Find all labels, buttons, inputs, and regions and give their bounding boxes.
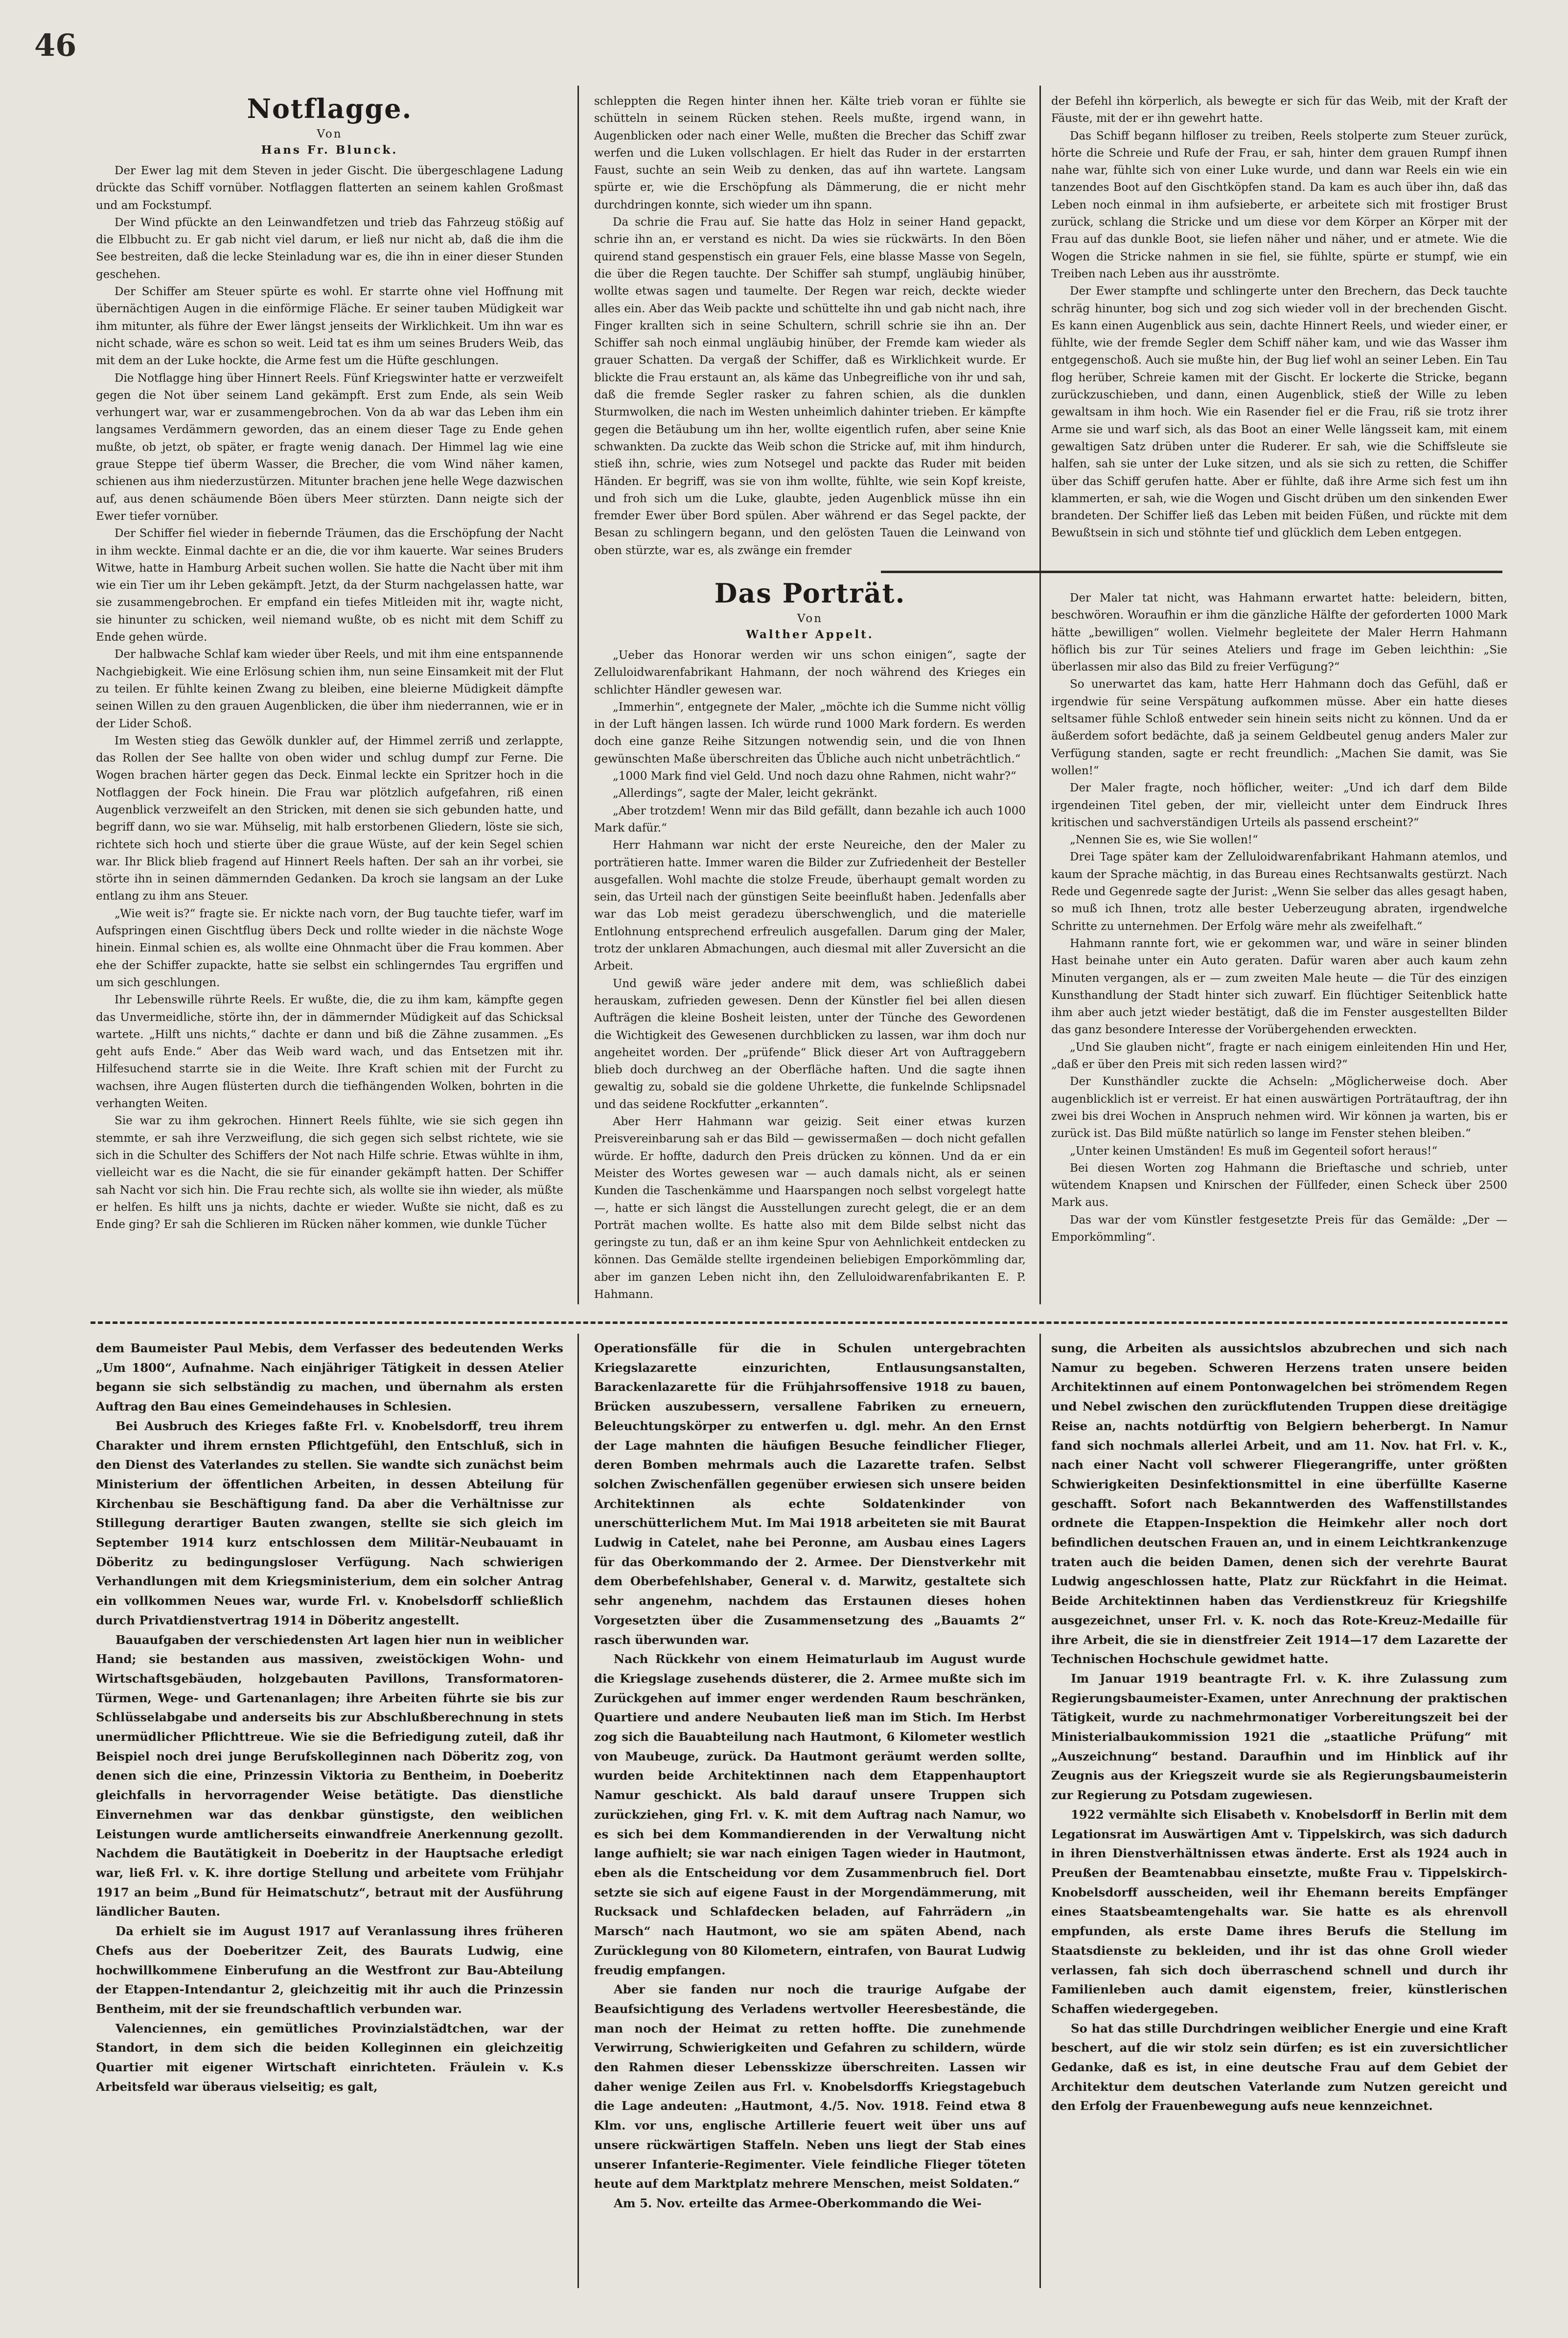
- story-portraet-column-3: [1051, 590, 1507, 1246]
- byline-author: Hans Fr. Blunck.: [261, 143, 398, 157]
- paragraph: So hat das stille Durchdringen weiblicher Energie und eine Kraft beschert, auf die wir stolz sein dürfen; es ist ein zuversichtlicher Gedanke, daß es ist, in eine deutsche Frau auf dem Gebiet der Architektur dem deutschen Vaterlande zum Nutzen gereicht und den Erfolg der Frauenbewegung aufs neue kennzeichnet.: [1051, 2021, 1507, 2113]
- paragraph: „Unter keinen Umständen! Es muß im Gegenteil sofort heraus!“: [1070, 1144, 1438, 1157]
- paragraph: Der Wind pfückte an den Leinwandfetzen und trieb das Fahrzeug stößig auf die Elbbucht zu. Er gab nicht viel darum, er ließ nur nicht ab, daß die ihm die See bestreiten, daß die lecke Steinladung war es, die ihn in einer dieser Stunden geschehen.: [96, 216, 563, 281]
- paragraph: Das war der vom Künstler festgesetzte Preis für das Gemälde: „Der — Emporkömmling“.: [1051, 1213, 1507, 1244]
- paragraph: Ihr Lebenswille rührte Reels. Er wußte, die, die zu ihm kam, kämpfte gegen das Unvermeidliche, störte ihn, der in dämmernder Müdigkeit auf das Schicksal wartete. „Hilft uns nichts,“ dachte er dann und biß die Zähne zusammen. „Es geht aufs Ende.“ Aber das Weib ward wach, und das Entsetzen mit ihr. Hilfesuchend starrte sie in die Weite. Ihre Kraft schien mit der Furcht zu wachsen, ihre Augen flüsterten durch die tiefhängenden Wolken, bohrten in die verhangten Weiten.: [96, 994, 563, 1111]
- paragraph: Operationsfälle für die in Schulen untergebrachten Kriegslazarette einzurichten, Entlausungsanstalten, Barackenlazarette für die Frühjahrsoffensive 1918 zu bauen, Brücken auszubessern, versallene Fabriken zu erneuern, Beleuchtungskörper zu entwerfen u. dgl. mehr. An den Ernst der Lage mahnten die häufigen Besuche feindlicher Flieger, deren Bomben mehrmals auch die Lazarette trafen. Selbst solchen Zwischenfällen gegenüber erwiesen sich unsere beiden Architektinnen als echte Soldatenkinder von unerschütterlichem Mut. Im Mai 1918 arbeiteten sie mit Baurat Ludwig in Catelet, nahe bei Peronne, am Ausbau eines Lagers für das Oberkommando der 2. Armee. Der Dienstverkehr mit dem Oberbefehlshaber, General v. d. Marwitz, gestaltete sich sehr angenehm, nachdem das Erstaunen dieses hohen Vorgesetzten über die Zusammensetzung des „Bauamts 2“ rasch überwunden war.: [594, 1341, 1026, 1647]
- paragraph: dem Baumeister Paul Mebis, dem Verfasser des bedeutenden Werks „Um 1800“, Aufnahme. Nach einjähriger Tätigkeit in dessen Atelier begann sie sich selbständig zu machen, und übernahm als ersten Auftrag den Bau eines Gemeindehauses in Schlesien.: [96, 1341, 563, 1414]
- paragraph: „1000 Mark find viel Geld. Und noch dazu ohne Rahmen, nicht wahr?“: [613, 770, 1016, 783]
- paragraph: sung, die Arbeiten als aussichtslos abzubrechen und sich nach Namur zu begeben. Schweren Herzens traten unsere beiden Architektinnen auf einem Pontonwagelchen bei strömendem Regen und Nebel zwischen den zurückflutenden Truppen diese dreitägige Reise an, nachts notdürftig von Belgiern beherbergt. In Namur fand sich nochmals allerlei Arbeit, und am 11. Nov. hat Frl. v. K., nach einer Nacht voll schwerer Fliegerangriffe, unter größten Schwierigkeiten Desinfektionsmittel in eine überfüllte Kaserne geschafft. Sofort nach Bekanntwerden des Waffenstillstandes ordnete die Etappen-Inspektion die Heimkehr aller noch dort befindlichen deutschen Frauen an, und in einem Leichtkrankenzuge traten auch die beiden Damen, denen sich der verehrte Baurat Ludwig angeschlossen hatte, Platz zur Rückfahrt in die Heimat. Beide Architektinnen haben das Verdienstkreuz für Kriegshilfe ausgezeichnet, unser Frl. v. K. noch das Rote-Kreuz-Medaille für ihre Arbeit, die sie in dienstfreier Zeit 1914—17 dem Lazarette der Technischen Hochschule gewidmet hatte.: [1051, 1341, 1507, 1667]
- biography-column-2: [594, 1339, 1026, 2213]
- byline-author: Walther Appelt.: [746, 628, 874, 641]
- paragraph: Der Ewer lag mit dem Steven in jeder Gischt. Die übergeschlagene Ladung drückte das Schiff vornüber. Notflaggen flatterten an seinem kahlen Großmast und am Fockstumpf.: [96, 164, 563, 212]
- paragraph: 1922 vermählte sich Elisabeth v. Knobelsdorff in Berlin mit dem Legationsrat im Auswärtigen Amt v. Tippelskirch, was sich dadurch in ihren Dienstverhältnissen etwas änderte. Erst als 1924 auch in Preußen der Beamtenabbau einsetzte, mußte Frau v. Tippelskirch-Knobelsdorff ausscheiden, weil ihr Ehemann bereits Empfänger eines Staatsbeamtengehalts war. Sie hatte es als ehrenvoll empfunden, als erste Dame ihres Berufs die Stellung im Staatsdienste zu bekleiden, und ihr ist das ohne Groll wieder verlassen, fah sich doch überraschend schnell und durch ihr Familienleben auch damit eigenstem, freier, künstlerischen Schaffen wiedergegeben.: [1051, 1807, 1507, 2016]
- story-notflagge-column-2: [594, 93, 1026, 559]
- paragraph: Drei Tage später kam der Zelluloidwarenfabrikant Hahmann atemlos, und kaum der Sprache mächtig, in das Bureau eines Rechtsanwalts gestürzt. Nach Rede und Gegenrede sagte der Jurist: „Wenn Sie selber das alles gesagt haben, so muß ich Ihnen, trotz alle bester Ueberzeugung abraten, irgendwelche Schritte zu unternehmen. Der Erfolg wäre mehr als zweifelhaft.“: [1051, 851, 1507, 933]
- paragraph: „Ueber das Honorar werden wir uns schon einigen“, sagte der Zelluloidwarenfabrikant Hahmann, der noch während des Krieges ein schlichter Händler gewesen war.: [594, 649, 1026, 696]
- paragraph: Das Schiff begann hilfloser zu treiben, Reels stolperte zum Steuer zurück, hörte die Schreie und Rufe der Frau, er sah, hinter dem grauen Rumpf ihnen nahe war, fühlte sich von einer Luke wurde, und dann war Reels ein wie ein tanzendes Boot auf den Gischtköpfen stand. Da kam es auch über ihn, daß das Leben noch einmal in ihm aufsieberte, er arbeitete sich mit frostiger Brust zurück, schlang die Stricke und um diese vor dem Körper an Körper mit der Frau auf das dunkle Boot, sie liefen näher und näher, und er atmete. Wie die Wogen die Stricke nahmen in sie fiel, sie fühlte, spürte er stumpf, wie ein Treiben nach Leben aus ihr ausströmte.: [1051, 129, 1507, 280]
- paragraph: der Befehl ihn körperlich, als bewegte er sich für das Weib, mit der Kraft der Fäuste, mit der er ihn gewehrt hatte.: [1051, 95, 1507, 125]
- paragraph: schleppten die Regen hinter ihnen her. Kälte trieb voran er fühlte sie schütteln in seinem Rücken stehen. Reels mußte, irgend wann, in Augenblicken oder nach einer Welle, mußten die Brecher das Schiff zwar werfen und die Luken vollschlagen. Er hielt das Ruder in der erstarrten Faust, suchte an sein Weib zu denken, das auf ihn wartete. Langsam spürte er, wie die Erschöpfung als Dämmerung, die er nicht mehr durchdringen konnte, sich wieder um ihn spann.: [594, 95, 1026, 211]
- paragraph: Der Kunsthändler zuckte die Achseln: „Möglicherweise doch. Aber augenblicklich ist er verreist. Er hat einen auswärtigen Porträtauftrag, der ihn zwei bis drei Wochen in Anspruch nehmen wird. Wir können ja warten, bis er zurück ist. Das Bild müßte natürlich so lange im Fenster stehen bleiben.“: [1051, 1075, 1507, 1140]
- paragraph: Der halbwache Schlaf kam wieder über Reels, und mit ihm eine entspannende Nachgiebigkeit. Wie eine Erlösung schien ihm, nun seine Einsamkeit mit der Flut zu teilen. Er fühlte keinen Zwang zu bleiben, eine bleierne Müdigkeit dämpfte seinen Willen zu den grauen Augenblicken, die über ihm niederrannen, wie er in der Lider Schoß.: [96, 648, 563, 730]
- paragraph: Der Maler tat nicht, was Hahmann erwartet hatte: beleidern, bitten, beschwören. Woraufhin er ihm die gänzliche Hälfte der geforderten 1000 Mark hätte „bewilligen“ wollen. Vielmehr begleitete der Maler Herrn Hahmann höflich bis zur Tür seines Ateliers und frage im Geben leichthin: „Sie überlassen mir also das Bild zu freier Verfügung?“: [1051, 592, 1507, 674]
- paragraph: „Wie weit is?“ fragte sie. Er nickte nach vorn, der Bug tauchte tiefer, warf im Aufspringen einen Gischtflug übers Deck und rollte wieder in die nächste Woge hinein. Einmal schien es, als wollte eine Ohnmacht über die Frau kommen. Aber ehe der Schiffer zupackte, hatte sie selbst ein schlingerndes Tau ergriffen und um sich geschlungen.: [96, 907, 563, 989]
- paragraph: Am 5. Nov. erteilte das Armee-Oberkommando die Wei-: [614, 2196, 982, 2210]
- paragraph: „Nennen Sie es, wie Sie wollen!“: [1070, 833, 1258, 847]
- byline-von: Von: [317, 128, 343, 140]
- paragraph: Und gewiß wäre jeder andere mit dem, was schließlich dabei herauskam, zufrieden gewesen. Denn der Künstler fiel bei allen diesen Aufträgen die kleine Bosheit leisten, unter der Tünche des Gewordenen die Wichtigkeit des Gewesenen durchblicken zu lassen, war ihm doch nur angeheitet worden. Der „prüfende“ Blick dieser Art von Auftraggebern blieb doch durchweg an der Oberfläche haften. Und die sagte ihnen gewaltig zu, sobald sie die goldene Uhrkette, die funkelnde Schlipsnadel und das seidene Rockfutter „erkannten“.: [594, 977, 1026, 1111]
- column-rule-lower-right: [1039, 1334, 1041, 2288]
- story-title: Das Porträt.: [714, 578, 906, 609]
- paragraph: Aber Herr Hahmann war geizig. Seit einer etwas kurzen Preisvereinbarung sah er das Bild — gewissermaßen — doch nicht gefallen würde. Er hoffte, dadurch den Preis drücken zu können. Und da er ein Meister des Wortes gewesen war — auch damals nicht, als er seinen Kunden die Taschenkämme und Haarspangen noch selbst vorgelegt hatte —, hatte er sich längst die Ausstellungen zurecht gelegt, die er an dem Porträt machen wollte. Es hatte also mit dem Bilde selbst nicht das geringste zu tun, daß er an ihm keine Spur von Aehnlichkeit entdecken zu können. Das Gemälde stellte irgendeinen beliebigen Emporkömmling dar, aber im ganzen Leben nicht ihn, den Zelluloidwarenfabrikanten E. P. Hahmann.: [594, 1115, 1026, 1301]
- story-portraet-column-2: [594, 578, 1026, 1303]
- biography-column-3: [1051, 1339, 1507, 2116]
- biography-column-1: [96, 1339, 563, 2096]
- page-number: 46: [34, 27, 77, 63]
- paragraph: Im Westen stieg das Gewölk dunkler auf, der Himmel zerriß und zerlappte, das Rollen der See hallte von oben wider und schlug dumpf zur Ferne. Die Wogen brachen härter gegen das Deck. Einmal leckte ein Spritzer hoch in die Notflaggen der Fock hinein. Die Frau war plötzlich aufgefahren, riß einen Augenblick verzweifelt an den Stricken, mit denen sie sich gebunden hatte, und begriff dann, wo sie war. Mühselig, mit halb erstorbenen Gliedern, löste sie sich, richtete sich hoch und stierte über die graue Wüste, auf der kein Segel schien war. Ihr Blick blieb fragend auf Hinnert Reels haften. Der sah an ihr vorbei, sie störte ihn in seinen dämmernden Gedanken. Da kroch sie langsam an der Luke entlang zu ihm ans Steuer.: [96, 734, 563, 903]
- paragraph: So unerwartet das kam, hatte Herr Hahmann doch das Gefühl, daß er irgendwie für seine Verspätung aufkommen müsse. Aber ein hatte dieses seltsamer fühle Schloß entweder sein hinein seits nicht zu können. Und da er äußerdem sofort bedächte, daß ja seinem Geldbeutel genug anders Maler zur Verfügung standen, sagte er recht freundlich: „Machen Sie damit, was Sie wollen!“: [1051, 678, 1507, 777]
- paragraph: Bei Ausbruch des Krieges faßte Frl. v. Knobelsdorff, treu ihrem Charakter und ihrem ernsten Pflichtgefühl, den Entschluß, sich in den Dienst des Vaterlandes zu stellen. Sie wandte sich zunächst beim Ministerium der öffentlichen Arbeiten, in dessen Abteilung für Kirchenbau sie Beschäftigung fand. Da aber die Verhältnisse zur Stillegung derartiger Bauten zwangen, stellte sie sich gleich im September 1914 kurz entschlossen dem Militär-Neubauamt in Döberitz zu bedingungsloser Verfügung. Nach schwierigen Verhandlungen mit dem Kriegsministerium, dem ein solcher Antrag ein vollkommen Neues war, wurde Frl. v. Knobelsdorff schließlich durch Privatdienstvertrag 1914 in Döberitz angestellt.: [96, 1418, 563, 1627]
- story-notflagge-column-3: [1051, 93, 1507, 542]
- paragraph: Herr Hahmann war nicht der erste Neureiche, den der Maler zu porträtieren hatte. Immer waren die Bilder zur Zufriedenheit der Besteller ausgefallen. Wohl machte die stolze Freude, überhaupt gemalt worden zu sein, das Urteil nach der günstigen Seite beeinflußt haben. Jedenfalls aber war das Lob meist geradezu überschwenglich, und die materielle Entlohnung entsprechend erfreulich ausgefallen. Darum ging der Maler, trotz der unklaren Abmachungen, auch diesmal mit aller Zuversicht an die Arbeit.: [594, 839, 1026, 973]
- paragraph: Die Notflagge hing über Hinnert Reels. Fünf Kriegswinter hatte er verzweifelt gegen die Not über seinem Land gekämpft. Erst zum Ende, als sein Weib verhungert war, war er zusammengebrochen. Von da ab war das Leben ihm ein langsames Verdämmern geworden, das an einem dieser Tage zu Ende gehen mußte, ob jetzt, ob später, er fragte wenig danach. Der Himmel lag wie eine graue Steppe tief überm Wasser, die Brecher, die vom Wind näher kamen, schienen aus ihm niederzustürzen. Mitunter brachen jene helle Wege dazwischen auf, aus denen schäumende Böen übers Meer stürzten. Dann neigte sich der Ewer tiefer vornüber.: [96, 371, 563, 523]
- paragraph: „Und Sie glauben nicht“, fragte er nach einigem einleitenden Hin und Her, „daß er über den Preis mit sich reden lassen wird?“: [1051, 1041, 1507, 1071]
- paragraph: Hahmann rannte fort, wie er gekommen war, und wäre in seiner blinden Hast beinahe unter ein Auto geraten. Dafür waren aber auch kaum zehn Minuten vergangen, als er — zum zweiten Male heute — die Tür des einzigen Kunsthandlung der Stadt hinter sich zuwarf. Ein flüchtiger Seitenblick hatte ihm aber auch jetzt wieder bestätigt, daß die im Fenster ausgestellten Bilder das ganz besondere Interesse der Vorübergehenden erweckten.: [1051, 937, 1507, 1037]
- paragraph: Da schrie die Frau auf. Sie hatte das Holz in seiner Hand gepackt, schrie ihn an, er verstand es nicht. Da wies sie rückwärts. In den Böen quirend stand gespenstisch ein grauer Fels, eine blasse Masse von Segeln, die über die Regen tauchte. Der Schiffer sah stumpf, ungläubig hinüber, wollte etwas sagen und taumelte. Der Regen war reich, deckte wieder alles ein. Aber das Weib packte und schüttelte ihn und gab nicht nach, ihre Finger krallten sich in seine Schultern, schrill schrie sie ihn an. Der Schiffer sah noch einmal ungläubig hinüber, der Fremde kam wieder als grauer Schatten. Da vergaß der Schiffer, daß es Wirklichkeit wurde. Er blickte die Frau erstaunt an, als käme das Unbegreifliche von ihr und sah, daß die fremde Segler rasker zu fahren schien, als die dunklen Sturmwolken, die nach im Westen unheimlich dahinter trieben. Er kämpfte gegen die Betäubung um ihn her, wollte eigentlich rufen, aber seine Knie schwankten. Da zuckte das Weib schon die Stricke auf, mit ihm hindurch, stieß ihn, schrie, wies zum Notsegel und packte das Ruder mit beiden Händen. Er begriff, was sie von ihm wollte, fühlte, wie sein Kopf kreiste, und froh sich um die Luke, glaubte, jeden Augenblick müsse ihn ein fremder Ewer über Bord spülen. Aber während er das Segel packte, der Besan zu schlingern begann, und den gelösten Tauen die Leinwand von oben stürzte, war es, als zwänge ein fremder: [594, 216, 1026, 557]
- section-separator: [91, 1321, 1507, 1324]
- paragraph: Da erhielt sie im August 1917 auf Veranlassung ihres früheren Chefs aus der Doeberitzer Zeit, des Baurats Ludwig, eine hochwillkommene Einberufung an die Westfront zur Bau-Abteilung der Etappen-Intendantur 2, gleichzeitig mit ihr auch die Prinzessin Bentheim, mit der sie freundschaftlich verbunden war.: [96, 1924, 563, 2016]
- paragraph: „Allerdings“, sagte der Maler, leicht gekränkt.: [613, 787, 877, 800]
- paragraph: Der Schiffer am Steuer spürte es wohl. Er starrte ohne viel Hoffnung mit übernächtigen Augen in die einförmige Fläche. Er seiner tauben Müdigkeit war ihm mitunter, als führe der Ewer längst jenseits der Wirklichkeit. Um ihn war es nicht schade, wäre es schon so weit. Leid tat es ihm um seines Bruders Weib, das mit dem an der Luke hockte, die Arme fest um die Hüfte geschlungen.: [96, 285, 563, 368]
- paragraph: Der Maler fragte, noch höflicher, weiter: „Und ich darf dem Bilde irgendeinen Titel geben, der mir, vielleicht unter dem Eindruck Ihres kritischen und sachverständigen Urteils als passend erscheint?“: [1051, 782, 1507, 829]
- paragraph: Bauaufgaben der verschiedensten Art lagen hier nun in weiblicher Hand; sie bestanden aus massiven, zweistöckigen Wohn- und Wirtschaftsgebäuden, holzgebauten Pavillons, Transformatoren-Türmen, Wege- und Gartenanlagen; ihre Arbeiten führte sie bis zur Schlüsselabgabe und anderseits bis zur Abschlußberechnung in stets unermüdlicher Pflichttreue. Wie sie die Befriedigung zuteil, daß ihr Beispiel noch drei junge Berufskolleginnen nach Döberitz zog, von denen sich die eine, Prinzessin Viktoria zu Bentheim, in Doeberitz gleichfalls in hervorragender Weise betätigte. Das dienstliche Einvernehmen war das denkbar günstigste, den weiblichen Leistungen wurde amtlicherseits einwandfreie Anerkennung gezollt. Nachdem die Bautätigkeit in Doeberitz in der Hauptsache erledigt war, ließ Frl. v. K. ihre dortige Stellung und arbeitete vom Frühjahr 1917 an beim „Bund für Heimatschutz“, betraut mit der Ausführung ländlicher Bauten.: [96, 1632, 563, 1919]
- story-title: Notflagge.: [247, 93, 413, 124]
- paragraph: Valenciennes, ein gemütliches Provinzialstädtchen, war der Standort, in dem sich die beiden Kolleginnen ein gleichzeitig Quartier mit eigener Wirtschaft einrichteten. Fräulein v. K.s Arbeitsfeld war überaus vielseitig; es galt,: [96, 2021, 563, 2094]
- column-rule-upper-left: [577, 86, 579, 1304]
- paragraph: „Aber trotzdem! Wenn mir das Bild gefällt, dann bezahle ich auch 1000 Mark dafür.“: [594, 804, 1026, 834]
- paragraph: Der Schiffer fiel wieder in fiebernde Träumen, das die Erschöpfung der Nacht in ihm weckte. Einmal dachte er an die, die vor ihm kauerte. War seines Bruders Witwe, hatte in Hamburg Arbeit suchen wollen. Sie hatte die Nacht über mit ihm wie ein Tier um ihr Leben gekämpft. Jetzt, da der Sturm nachgelassen hatte, war sie zusammengebrochen. Er empfand ein tiefes Mitleiden mit ihr, wagte nicht, sie hinunter zu schicken, weil niemand wußte, ob es nicht mit dem Schiff zu Ende gehen würde.: [96, 527, 563, 644]
- story-separator: [881, 571, 1502, 573]
- paragraph: Sie war zu ihm gekrochen. Hinnert Reels fühlte, wie sie sich gegen ihn stemmte, er sah ihre Verzweiflung, die sich gegen sich selbst richtete, wie sie sich in die Schulter des Schiffers der Not nach Hilfe schrie. Etwas wühlte in ihm, vielleicht war es die Nacht, die sie für einander gekämpft hatten. Der Schiffer sah Nacht vor sich hin. Die Frau rechte sich, als wollte sie ihn wieder, als müßte er helfen. Es hilft uns ja nichts, dachte er wieder. Wußte sie nicht, daß es zu Ende ging? Er sah die Schlieren im Rücken näher kommen, wie dunkle Tücher: [96, 1114, 563, 1231]
- column-rule-upper-right: [1039, 86, 1041, 1304]
- paragraph: Bei diesen Worten zog Hahmann die Brieftasche und schrieb, unter wütendem Knapsen und Knirschen der Füllfeder, einen Scheck über 2500 Mark aus.: [1051, 1161, 1507, 1209]
- column-rule-lower-left: [577, 1334, 579, 2288]
- paragraph: Im Januar 1919 beantragte Frl. v. K. ihre Zulassung zum Regierungsbaumeister-Examen, unter Anrechnung der praktischen Tätigkeit, wurde zu nachmehrmonatiger Vorbereitungszeit bei der Ministerialbaukommission 1921 die „staatliche Prüfung“ mit „Auszeichnung“ bestand. Daraufhin und im Hinblick auf ihr Zeugnis aus der Kriegszeit wurde sie als Regierungsbaumeisterin zur Regierung zu Potsdam zugewiesen.: [1051, 1671, 1507, 1803]
- paragraph: Nach Rückkehr von einem Heimaturlaub im August wurde die Kriegslage zusehends düsterer, die 2. Armee mußte sich im Zurückgehen auf immer enger werdenden Raum beschränken, Quartiere und andere Neubauten ließ man im Stich. Im Herbst zog sich die Bauabteilung nach Hautmont, 6 Kilometer westlich von Maubeuge, zurück. Da Hautmont geräumt werden sollte, wurden beide Architektinnen nach dem Etappenhauptort Namur geschickt. Als bald darauf unsere Truppen sich zurückziehen, ging Frl. v. K. mit dem Auftrag nach Namur, wo es sich bei dem Kommandierenden in der Verwaltung nicht lange aufhielt; sie war nach einigen Tagen wieder in Hautmont, eben als die Entscheidung vor dem Zusammenbruch fiel. Dort setzte sie sich auf eigene Faust in der Morgendämmerung, mit Rucksack und Schlafdecken beladen, auf Fahrrädern „in Marsch“ nach Hautmont, wo sie am späten Abend, nach Zurücklegung von 80 Kilometern, eintrafen, von Baurat Ludwig freudig empfangen.: [594, 1652, 1026, 1977]
- paragraph: „Immerhin“, entgegnete der Maler, „möchte ich die Summe nicht völlig in der Luft hängen lassen. Ich würde rund 1000 Mark fordern. Es werden doch eine ganze Reihe Sitzungen notwendig sein, und die von Ihnen gewünschten Maße überschreiten das Übliche auch nicht unbeträchtlich.“: [594, 700, 1026, 765]
- paragraph: Aber sie fanden nur noch die traurige Aufgabe der Beaufsichtigung des Verladens wertvoller Heeresbestände, die man noch der Heimat zu retten hoffte. Die zunehmende Verwirrung, Schwierigkeiten und Gefahren zu schildern, würde den Rahmen dieser Lebensskizze überschreiten. Lassen wir daher wenige Zeilen aus Frl. v. Knobelsdorffs Kriegstagebuch die Lage andeuten: „Hautmont, 4./5. Nov. 1918. Feind etwa 8 Klm. vor uns, englische Artillerie feuert weit über uns auf unsere rückwärtigen Staffeln. Neben uns liegt der Stab eines unserer Infanterie-Regimenter. Viele feindliche Flieger töteten heute auf dem Marktplatz mehrere Menschen, meist Soldaten.“: [594, 1982, 1026, 2191]
- story-notflagge-column-1: [96, 93, 563, 1233]
- byline-von: Von: [797, 612, 823, 625]
- paragraph: Der Ewer stampfte und schlingerte unter den Brechern, das Deck tauchte schräg hinunter, bog sich und zog sich wieder voll in der brechenden Gischt. Es kann einen Augenblick aus sein, dachte Hinnert Reels, und wieder einer, er fühlte, wie der fremde Segler dem Schiff näher kam, und wie das Wasser ihm entgegenschoß. Auch sie mußte hin, der Bug lief wohl an seiner Leben. Ein Tau flog herüber, Schreie kamen mit der Gischt. Er lockerte die Stricke, begann zurückzuschieben, und dann, einen Augenblick, stieß der Wille zu leben gewaltsam in ihm hoch. Wie ein Rasender fiel er die Frau, riß sie trotz ihrer Arme sie und warf sich, als das Boot an einer Welle längsseit kam, mit einem gewaltigen Satz drüben unter die Ruderer. Er sah, wie die Schiffsleute sie halfen, sah sie unter der Luke sitzen, und als sie sich zu retten, die Schiffer über das Schiff gerufen hatte. Aber er fühlte, daß ihre Arme sich fest um ihn klammerten, er sah, wie die Wogen und Gischt drüben um den sinkenden Ewer brandeten. Der Schiffer ließ das Leben mit beiden Füßen, und rückte mit dem Bewußtsein in sich und stöhnte tief und glücklich dem Leben entgegen.: [1051, 285, 1507, 540]
